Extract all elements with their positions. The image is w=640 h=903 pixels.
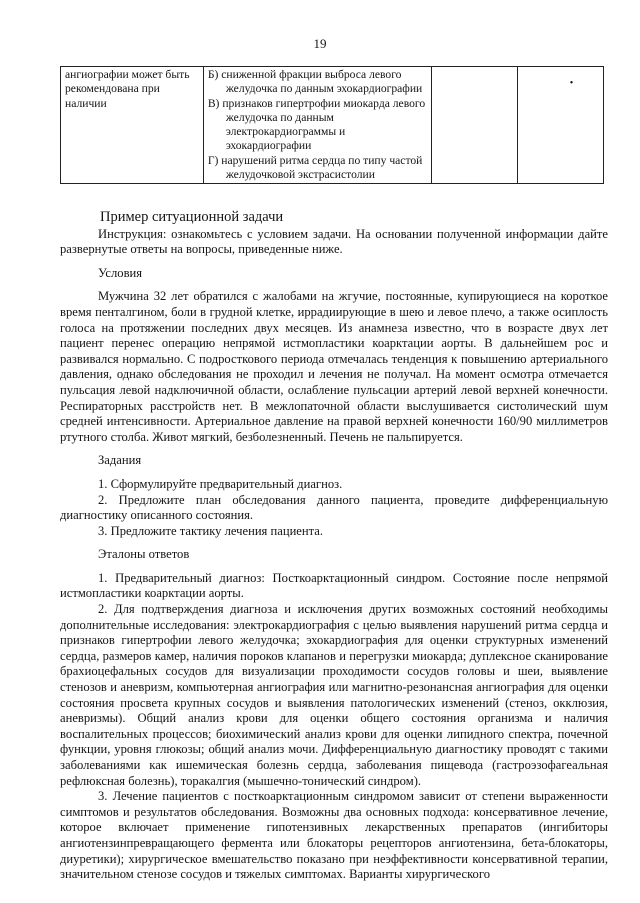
answer-options-table xyxy=(60,66,604,184)
table-cell-question: ангиографии может быть рекомендована при наличии xyxy=(61,67,204,184)
table-cell-mark xyxy=(517,67,603,184)
task-item: 2. Предложите план обследования данного пациента, проведите дифференциальную диагностику описанного состояния. xyxy=(60,492,608,523)
tasks-title: Задания xyxy=(98,453,142,468)
option-b: Б) сниженной фракции выброса левого желудочка по данным эхокардиографии xyxy=(207,68,423,96)
table-cell-options xyxy=(203,67,431,184)
section-heading: Пример ситуационной задачи xyxy=(100,209,284,225)
instruction-text: Инструкция: ознакомьтесь с условием задачи. На основании полученной информации дайте развернутые ответы на вопросы, приведенные ниже. xyxy=(60,226,608,257)
table-cell-empty xyxy=(431,67,517,184)
answers-title: Эталоны ответов xyxy=(98,547,190,562)
conditions-title: Условия xyxy=(98,265,143,280)
conditions-text: Мужчина 32 лет обратился с жалобами на жгучие, постоянные, купирующиеся на короткое время пенталгином, боли в грудной клетке, иррадиирующие в шею и левое плечо, а также осиплость голоса на протяжении последних двух месяцев. Из анамнеза известно, что в возрасте двух лет пациент перенес операцию непрямой истмопластики коарктации аорты. В дальнейшем рос и развивался нормально. С подросткового периода отмечалась тенденция к повышению артериального давления, однако обследования не проходил и лечения не получал. На момент осмотра отмечается пульсация левой надключичной области, ослабление пульсации артерий левой верхней конечности. Респираторных расстройств нет. В межлопаточной области выслушивается систолический шум средней интенсивности. Артериальное давление на правой верхней конечности 160/90 миллиметров ртутного столба. Живот мягкий, безболезненный. Печень не пальпируется. xyxy=(60,289,608,444)
dot-mark: • xyxy=(569,78,574,89)
answer-item: 3. Лечение пациентов с посткоарктационным синдромом зависит от степени выраженности симптомов и результатов обследования. Возможны два основных подхода: консервативное лечение, которое включает применение гипотензивных лекарственных препаратов (ингибиторы ангиотензинпревращающего фермента или блокаторы рецепторов ангиотензина, бета-блокаторы, диуретики); хирургическое вмешательство показано при неэффективности консервативной терапии, значительном стенозе сосудов и тяжелых симптомах. Варианты хирургического xyxy=(60,789,608,882)
table-row xyxy=(61,67,604,184)
option-v: В) признаков гипертрофии миокарда левого желудочка по данным электрокардиограммы и эхокардиографии xyxy=(207,96,426,153)
answer-item: 1. Предварительный диагноз: Посткоарктационный синдром. Состояние после непрямой истмопластики коарктации аорты. xyxy=(60,570,608,601)
page-number: 19 xyxy=(313,36,327,51)
task-item: 1. Сформулируйте предварительный диагноз. xyxy=(98,476,343,491)
option-g: Г) нарушений ритма сердца по типу частой желудочковой экстрасистолии xyxy=(207,153,423,182)
document-body xyxy=(60,207,608,883)
answer-item: 2. Для подтверждения диагноза и исключения других возможных состояний необходимы дополнительные исследования: электрокардиография с целью выявления нарушений ритма сердца и признаков гипертрофии левого желудочка; эхокардиография для оценки структурных изменений сердца, размеров камер, наличия пороков клапанов и перегрузки миокарда; дуплексное сканирование брахиоцефальных сосудов для визуализации проходимости сосудов головы и шеи, выявление стенозов и аневризм, компьютерная ангиография или магнитно-резонансная ангиография для оценки состояния просвета крупных сосудов и выявления патологических изменений (стеноз, окклюзия, аневризмы). Общий анализ крови для оценки общего состояния организма и наличия воспалительных процессов; биохимический анализ крови для оценки липидного спектра, почечной функции, уровня глюкозы; общий анализ мочи. Дифференциальную диагностику проводят с такими заболеваниями как ишемическая болезнь сердца, заболевания пищевода (гастроэзофагеальная рефлюксная болезнь), торакалгия (мышечно-тонический синдром). xyxy=(60,602,608,788)
task-item: 3. Предложите тактику лечения пациента. xyxy=(98,523,324,538)
